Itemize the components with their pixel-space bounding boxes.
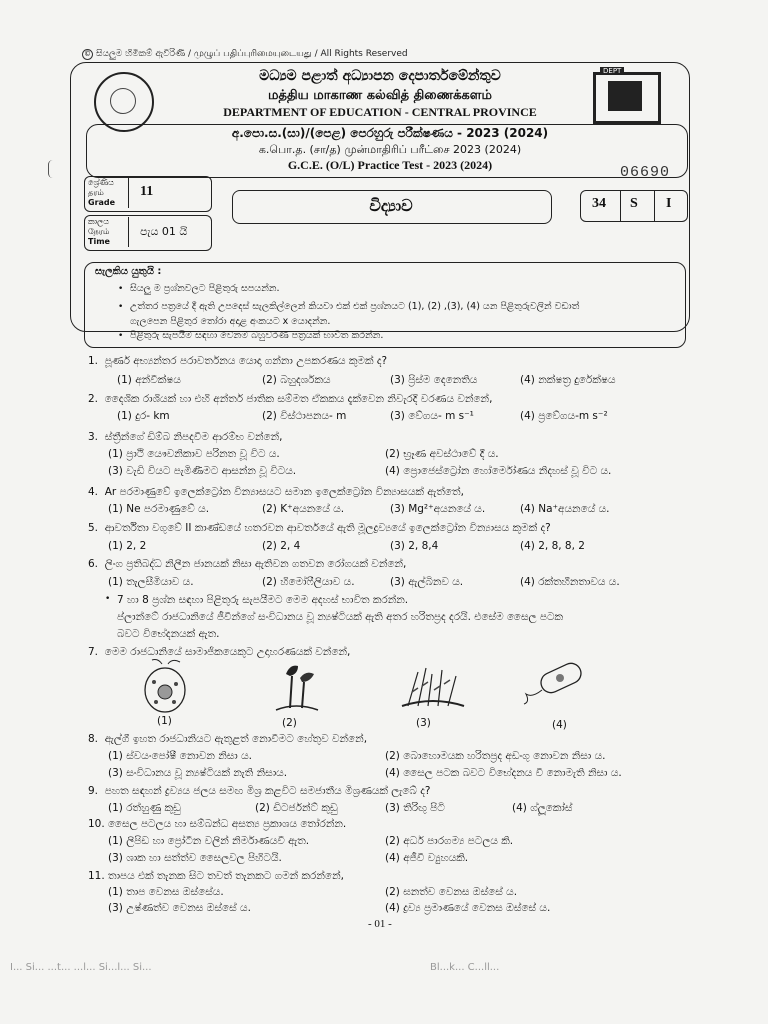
- copyright-icon: ©: [84, 50, 91, 58]
- option: (1) Ne පරමාණුවේ ය.: [108, 503, 210, 515]
- subject-name: විද්‍යාව: [369, 196, 413, 215]
- margin-mark: [48, 160, 57, 178]
- time-label-ta: நேரம்: [88, 227, 110, 236]
- question-1: [88, 355, 387, 368]
- option: (3) වැඩි වියට පැමිණීමට ආසන්න වූ විටය.: [108, 465, 297, 477]
- figure-label: (2): [282, 717, 297, 729]
- option: (2) K⁺අයනයේ ය.: [262, 503, 345, 515]
- option: (4) ප්‍රොජෙස්ට්‍රෝන හෝර්මෝණය නිදහස් වූ විට ය.: [385, 465, 612, 477]
- department-stamp-icon: [593, 72, 661, 124]
- option: (1) තැලසීමියාව ය.: [108, 576, 194, 588]
- question-number: 6.: [88, 558, 99, 570]
- option: (3) 2, 8,4: [390, 540, 439, 552]
- question-text: තාපය එක් තැනක සිට තවත් තැනකට ගමන් කරන්නේ,: [108, 870, 344, 882]
- page-number: - 01 -: [368, 918, 392, 930]
- faded-bottom-text: I... Si... ...t... ...l... Si...l... Si...: [10, 962, 152, 973]
- question-5: [88, 522, 551, 535]
- bacterium-figure-icon: [522, 658, 590, 706]
- option: (3) ශාක හා සත්ත්ව සෛලවල පිහිටයි.: [108, 852, 282, 864]
- passage-line: බවට විභේදනයක් ඇත.: [117, 628, 220, 640]
- grade-label-en: Grade: [88, 198, 116, 207]
- option: (1) 2, 2: [108, 540, 147, 552]
- question-number: 2.: [88, 393, 99, 405]
- question-10: [88, 818, 346, 831]
- paper-code-letter: S: [630, 196, 638, 211]
- option: (2) 2, 4: [262, 540, 301, 552]
- question-text: දෛශික රාශියක් හා එහි අන්තර් ජාතික සම්මත ඒකකය දැක්වෙන නිවැරදි වරණය වන්නේ,: [104, 393, 493, 405]
- option: (4) රක්තහීනතාවය ය.: [520, 576, 620, 588]
- passage-lead: 7 හා 8 ප්‍රශ්න සඳහා පිළිතුරු සැපයීමට මෙම අදහස් භාවිත කරන්න.: [117, 594, 409, 606]
- time-label-en: Time: [88, 237, 110, 246]
- question-text: ඇල්ගී ඉහත රාජධානියට ඇතුළත් නොවීමට හේතුව වන්නේ,: [104, 733, 368, 745]
- option: (2) විස්ථාපනය- m: [262, 410, 347, 422]
- option: (1) තාප වෙනස ඔස්සේය.: [108, 886, 224, 898]
- option: (4) Na⁺අයනයේ ය.: [520, 503, 610, 515]
- option: (4) ද්‍රව්‍ය ප්‍රමාණයේ වෙනස ඔස්සේ ය.: [385, 902, 551, 914]
- option: (2) බහුදර්ශකය: [262, 374, 331, 386]
- option: (3) උෂ්ණත්ව වෙනස ඔස්සේ ය.: [108, 902, 251, 914]
- option: (4) නක්ෂත්‍ර දුරේක්ෂය: [520, 374, 616, 386]
- question-number: 5.: [88, 522, 99, 534]
- grade-value: 11: [140, 184, 154, 199]
- question-number: 1.: [88, 355, 99, 367]
- question-number: 8.: [88, 733, 99, 745]
- question-text: පහත සඳහන් ද්‍රව්‍යය ජලය සමඟ මිශ්‍ර කළවිට සමජාතීය මිශ්‍රණයක් ලැබේ ද?: [104, 785, 431, 797]
- bullet-icon: •: [105, 594, 111, 604]
- time-value: පැය 01 යි: [140, 225, 188, 238]
- faded-bottom-text: Bl...k... C...ll...: [430, 962, 500, 973]
- stamp-label: DEPT: [600, 67, 624, 75]
- option: (2) අර්ධ පාරගම්‍ය පටලය කි.: [385, 835, 514, 847]
- instruction-item: ගැලපෙන පිළිතුර තෝරා අදාළ අංකයට x යොදන්න.: [130, 316, 331, 327]
- question-number: 11.: [88, 870, 105, 882]
- option: (4) සෛල පටක බවට විභේදනය වී නොමැති නිසා ය.: [385, 767, 622, 779]
- question-text: ආවර්තිතා වගුවේ II කාණ්ඩයේ හතරවන ආවර්තයේ ඇති මූලද්‍රව්‍යයේ ඉලෙක්ට්‍රෝන වින්‍යාසය කුමක් ද?: [104, 522, 551, 534]
- question-text: ස්ත්‍රීන්ගේ ඩිම්බ නිපදවීම ආරම්භ වන්නේ,: [104, 431, 283, 443]
- option: (2) බොහොමයක හරිතප්‍රද අඩංගු නොවන නිසා ය.: [385, 750, 606, 762]
- passage-line: ප්ලාන්ටේ රාජධානියේ ජීවීන්ගේ සංවිධානය වූ න්‍යෂ්ටියක් ඇති අතර හරිතප්‍රද දරයි. එසේම සෛල පටක: [117, 611, 564, 623]
- question-text: ලිංග ප්‍රතිබද්ධ නිලීන ජානයක් නිසා ඇතිවන ගතවන රෝගයක් වන්නේ,: [104, 558, 407, 570]
- question-number: 3.: [88, 431, 99, 443]
- option: (1) දුර- km: [117, 410, 170, 422]
- question-8: [88, 733, 367, 746]
- exam-title-en: G.C.E. (O/L) Practice Test - 2023 (2024): [287, 158, 493, 172]
- option: (4) ප්‍රවේගය-m s⁻²: [520, 410, 608, 422]
- figure-label: (3): [416, 717, 431, 729]
- option: (2) ඝනත්ව වෙනස ඔස්සේ ය.: [385, 886, 518, 898]
- option: (4) 2, 8, 8, 2: [520, 540, 585, 552]
- question-number: 7.: [88, 646, 99, 658]
- option: (1) රත්හුණු කුඩු: [108, 802, 181, 814]
- question-text: Ar පරමාණුවේ ඉලෙක්ට්‍රෝන වින්‍යාසයට සමාන ඉලෙක්ට්‍රෝන වින්‍යාසයක් ඇත්තේ,: [104, 486, 464, 498]
- time-label-si: කාලය: [88, 217, 109, 226]
- question-text: සෛල පටලය හා සම්බන්ධ අසත්‍ය ප්‍රකාශය තෝරන්න.: [108, 818, 347, 830]
- bullet-icon: •: [118, 331, 124, 341]
- instruction-item: උත්තර පත්‍රයේ දී ඇති උපදෙස් සැලකිල්ලෙන් කියවා එක් එක් ප්‍රශ්නයට (1), (2) ,(3), (4) යන පිළිතුරුවලින් වඩාත්: [130, 301, 580, 312]
- question-9: [88, 785, 430, 798]
- time-label: [88, 217, 129, 247]
- dept-name-si: මධ්‍යම පළාත් අධ්‍යාපන දෙපාර්තමේන්තුව: [259, 68, 501, 84]
- option: (3) ප්‍රිස්ම දෙනෙතිය: [390, 374, 478, 386]
- dept-name-ta: மத்திய மாகாண கல்வித் திணைக்களம்: [268, 88, 492, 103]
- instructions-title: සැලකිය යුතුයි :: [95, 266, 162, 277]
- figure-label: (1): [157, 715, 172, 727]
- question-text: මෙම රාජධානියේ සාමාජිකයෙකුට උදාහරණයක් වන්නේ,: [104, 646, 351, 658]
- paper-code-part: I: [666, 196, 672, 211]
- option: (3) වේගය- m s⁻¹: [390, 410, 474, 422]
- question-3: [88, 431, 283, 444]
- emblem-icon: [94, 72, 154, 132]
- grade-label: [88, 178, 129, 208]
- grade-label-si: ශ්‍රේණිය: [88, 178, 114, 187]
- question-11: [88, 870, 344, 883]
- question-number: 4.: [88, 486, 99, 498]
- exam-title-si: අ.පො.ස.(සා)/(පෙළ) පෙරහුරු පරීක්ෂණය - 2023 (2024): [231, 126, 549, 140]
- option: (1) ලිපිඩ හා ප්‍රෝටීන වලින් නිර්මාණයවී ඇත.: [108, 835, 310, 847]
- option: (1) අන්වීක්ෂය: [117, 374, 181, 386]
- option: (2) භ්‍රෑණ අවස්ථාවේ දී ය.: [385, 448, 499, 460]
- question-6: [88, 558, 406, 571]
- code-divider: [654, 190, 655, 222]
- paper-code-number: 34: [592, 196, 606, 211]
- bullet-icon: •: [118, 284, 124, 294]
- euglena-figure-icon: [140, 658, 190, 714]
- grade-label-ta: தரம்: [88, 188, 104, 197]
- exam-title-ta: க.பொ.த. (சா/த) முன்மாதிரிப் பரீட்சை 2023 (2024): [258, 143, 522, 156]
- option: (4) ග්ලූකෝස්: [512, 802, 573, 814]
- instruction-item: පිළිතුරු සැපයීම සඳහා වෙනම බහුවරණ පත්‍රයක් භාවිත කරන්න.: [130, 330, 384, 341]
- serial-number: 06690: [620, 164, 671, 181]
- option: (3) ඇල්බිනව ය.: [390, 576, 464, 588]
- option: (3) තිරිඟු පිටි: [385, 802, 445, 814]
- figure-label: (4): [552, 719, 567, 731]
- rights-text: සියලුම හිමිකම් ඇවිරිණි / முழுப் பதிப்புரிமையுடையது / All Rights Reserved: [96, 49, 408, 59]
- question-2: [88, 393, 492, 406]
- moss-figure-icon: [398, 662, 468, 712]
- mushroom-figure-icon: [268, 660, 324, 712]
- question-number: 9.: [88, 785, 99, 797]
- option: (2) ඩිටර්ජන්ට් කුඩු: [255, 802, 338, 814]
- option: (4) අජීවී ව්‍යුහයකි.: [385, 852, 469, 864]
- question-text: පූර්ණ අභ්‍යන්තර පරාවර්තනය යොදා ගන්නා උපකරණය කුමක් ද?: [104, 355, 388, 367]
- option: (1) ප්‍රාථි යෞවනිකාව පරිනත වූ විට ය.: [108, 448, 280, 460]
- code-divider: [620, 190, 621, 222]
- bullet-icon: •: [118, 302, 124, 312]
- instruction-item: සියලු ම ප්‍රශ්නවලට පිළිතුරු සපයන්න.: [130, 283, 280, 294]
- dept-name-en: DEPARTMENT OF EDUCATION - CENTRAL PROVINCE: [223, 105, 537, 119]
- option: (2) හිමෝෆීලියාව ය.: [262, 576, 355, 588]
- question-number: 10.: [88, 818, 105, 830]
- option: (1) ස්වයංපෝෂී නොවන නිසා ය.: [108, 750, 252, 762]
- option: (3) Mg²⁺අයනයේ ය.: [390, 503, 486, 515]
- question-7: [88, 646, 350, 659]
- option: (3) සංවිධානය වූ න්‍යෂ්ටියක් නැති නිසාය.: [108, 767, 288, 779]
- question-4: [88, 486, 464, 499]
